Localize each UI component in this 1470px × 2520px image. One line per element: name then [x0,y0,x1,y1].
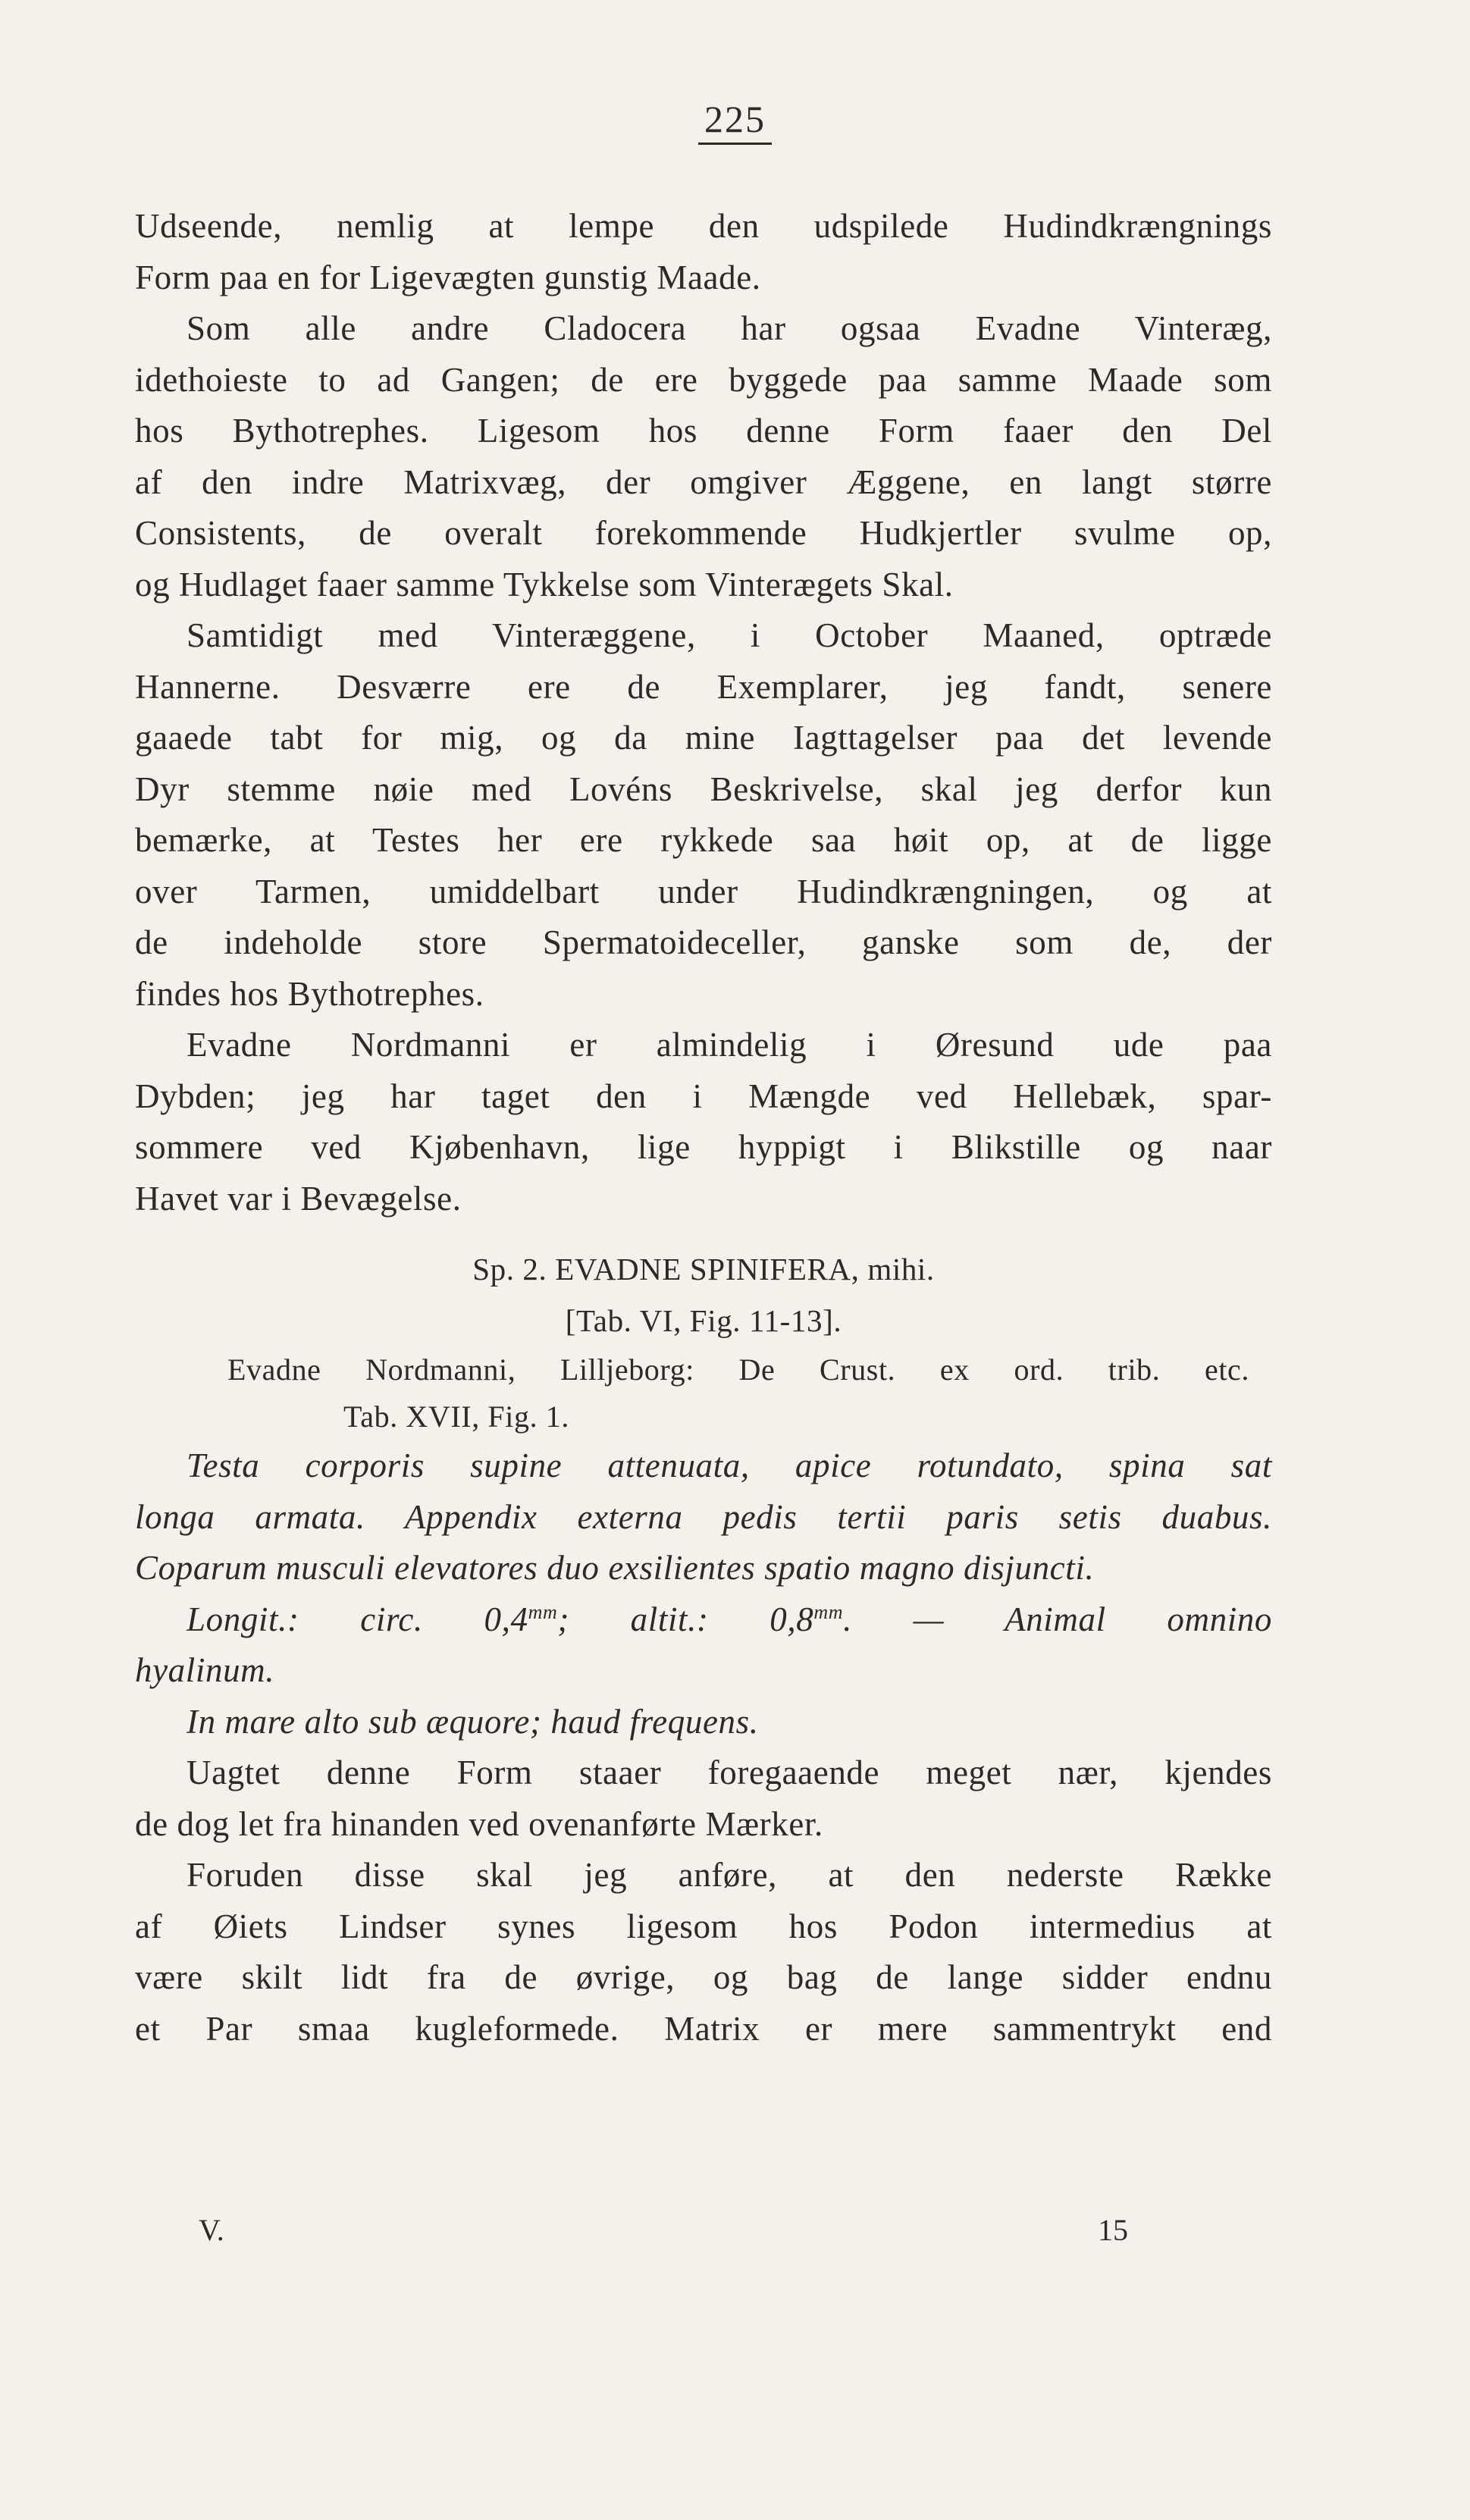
diagnosis-line: Testa corporis supine attenuata, apice rotundato, spina sat [186,1446,1272,1484]
text-line: være skilt lidt fra de øvrige, og bag de lange sidder endnu [135,1958,1272,1996]
text-line: over Tarmen, umiddelbart under Hudindkrængningen, og at [135,872,1272,911]
text-line: og Hudlaget faaer samme Tykkelse som Vinterægets Skal. [135,565,954,603]
habitat-line: In mare alto sub æquore; haud frequens. [186,1702,759,1741]
synonym-line: Evadne Nordmanni, Lilljeborg: De Crust. ex ord. trib. etc. [227,1352,1249,1387]
text-line: Dybden; jeg har taget den i Mængde ved Hellebæk, spar- [135,1077,1272,1115]
text-line: Hannerne. Desværre ere de Exemplarer, jeg fandt, senere [135,667,1272,706]
plate-reference: [Tab. VI, Fig. 11-13]. [565,1302,842,1338]
diagnosis-line: Coparum musculi elevatores duo exsilientes spatio magno disjuncti. [135,1549,1095,1587]
species-heading: Sp. 2. EVADNE SPINIFERA, mihi. [472,1252,935,1287]
text-line: bemærke, at Testes her ere rykkede saa høit op, at de ligge [135,821,1272,859]
text-line: de indeholde store Spermatoideceller, ganske som de, der [135,923,1272,961]
text-line: Consistents, de overalt forekommende Hudkjertler svulme op, [135,514,1272,552]
text-line: Udseende, nemlig at lempe den udspilede Hudindkrængnings [135,207,1272,245]
signature-number: 15 [1098,2213,1128,2247]
text-line: gaaede tabt for mig, og da mine Iagttagelser paa det levende [135,719,1272,757]
text-line: Uagtet denne Form staaer foregaaende meget nær, kjendes [186,1754,1272,1791]
text-line: idethoieste to ad Gangen; de ere byggede paa samme Maade som [135,360,1272,399]
text-line: Foruden disse skal jeg anføre, at den nederste Række [186,1856,1272,1894]
measurement-line: hyalinum. [135,1651,275,1689]
synonym-line: Tab. XVII, Fig. 1. [343,1399,569,1434]
text-line: Samtidigt med Vinteræggene, i October Maaned, optræde [186,616,1272,654]
text-line: sommere ved Kjøbenhavn, lige hyppigt i Blikstille og naar [135,1128,1272,1166]
text-line: af Øiets Lindser synes ligesom hos Podon intermedius at [135,1907,1272,1945]
body-text [135,201,1272,2055]
text-line: Som alle andre Cladocera har ogsaa Evadne Vinteræg, [186,309,1272,347]
text-line: Dyr stemme nøie med Lovéns Beskrivelse, skal jeg derfor kun [135,769,1272,808]
page-footer [135,2212,1272,2258]
text-line: Form paa en for Ligevægten gunstig Maade. [135,258,761,296]
text-line: et Par smaa kugleformede. Matrix er mere sammentrykt end [135,2009,1272,2048]
text-line: af den indre Matrixvæg, der omgiver Æggene, en langt større [135,462,1272,501]
text-line: hos Bythotrephes. Ligesom hos denne Form faaer den Del [135,412,1272,450]
text-line: Evadne Nordmanni er almindelig i Øresund ude paa [186,1026,1272,1064]
diagnosis-line: longa armata. Appendix externa pedis tertii paris setis duabus. [135,1497,1272,1536]
text-line: findes hos Bythotrephes. [135,974,484,1013]
text-line: de dog let fra hinanden ved ovenanførte Mærker. [135,1804,823,1843]
measurement-line: Longit.: circ. $0,4^{mm}$; altit.: $0,8^{mm}$. — Animal omnino [186,1600,1273,1638]
signature-mark: V. [199,2213,224,2247]
text-line: Havet var i Bevægelse. [135,1179,462,1218]
page-number: 225 [0,97,1470,145]
